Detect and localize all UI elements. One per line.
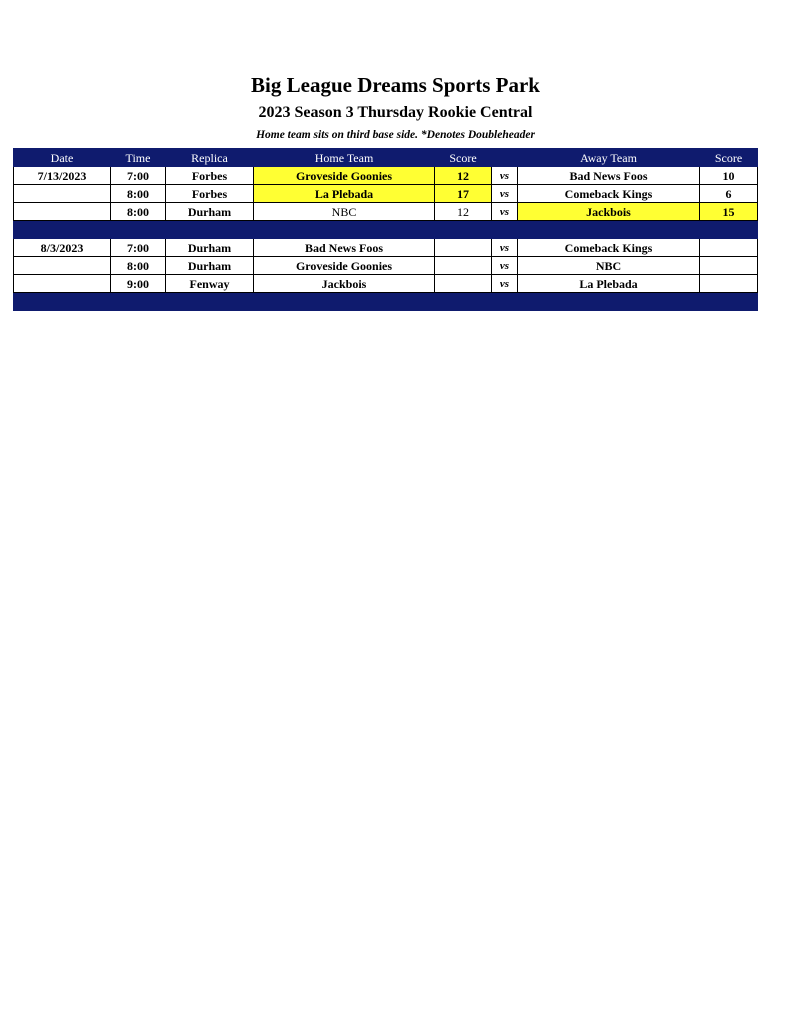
game-date [14,275,111,293]
season-subtitle: 2023 Season 3 Thursday Rookie Central [258,104,533,121]
vs-label: vs [492,203,518,221]
game-replica: Forbes [166,185,254,203]
game-time: 7:00 [111,239,166,257]
separator-cell [700,293,758,311]
game-replica: Durham [166,257,254,275]
game-row [14,203,758,221]
separator-cell [14,221,111,239]
schedule-table [13,148,758,311]
seating-note: Home team sits on third base side. *Denotes Doubleheader [256,129,535,141]
home-team: Groveside Goonies [254,257,435,275]
col-header-home-score: Score [435,149,492,167]
home-score [435,275,492,293]
week-separator [14,221,758,239]
away-team: Comeback Kings [518,185,700,203]
separator-cell [111,293,166,311]
col-header-away-team: Away Team [518,149,700,167]
col-header-replica: Replica [166,149,254,167]
vs-label: vs [492,185,518,203]
vs-label: vs [492,275,518,293]
game-date: 8/3/2023 [14,239,111,257]
game-time: 8:00 [111,185,166,203]
separator-cell [435,221,492,239]
game-date [14,203,111,221]
game-row [14,185,758,203]
away-score: 6 [700,185,758,203]
separator-cell [166,293,254,311]
separator-cell [14,293,111,311]
away-score [700,275,758,293]
col-header-away-score: Score [700,149,758,167]
game-replica: Forbes [166,167,254,185]
separator-cell [254,221,435,239]
away-team: Bad News Foos [518,167,700,185]
game-date: 7/13/2023 [14,167,111,185]
home-score: 17 [435,185,492,203]
separator-cell [254,293,435,311]
separator-cell [700,221,758,239]
game-row [14,239,758,257]
col-header-vs [492,149,518,167]
col-header-home-team: Home Team [254,149,435,167]
game-date [14,257,111,275]
away-score [700,257,758,275]
game-time: 8:00 [111,203,166,221]
vs-label: vs [492,257,518,275]
home-team: Jackbois [254,275,435,293]
game-row [14,275,758,293]
game-replica: Durham [166,203,254,221]
header-row [14,149,758,167]
game-row [14,167,758,185]
game-time: 7:00 [111,167,166,185]
away-team: NBC [518,257,700,275]
separator-cell [492,293,518,311]
game-time: 8:00 [111,257,166,275]
game-row [14,257,758,275]
separator-cell [166,221,254,239]
col-header-date: Date [14,149,111,167]
away-score: 10 [700,167,758,185]
separator-cell [111,221,166,239]
away-team: La Plebada [518,275,700,293]
away-score: 15 [700,203,758,221]
home-team: NBC [254,203,435,221]
game-time: 9:00 [111,275,166,293]
home-team: La Plebada [254,185,435,203]
home-score [435,239,492,257]
home-score: 12 [435,167,492,185]
home-team: Groveside Goonies [254,167,435,185]
page-title: Big League Dreams Sports Park [251,73,540,97]
away-team: Jackbois [518,203,700,221]
home-team: Bad News Foos [254,239,435,257]
away-score [700,239,758,257]
separator-cell [518,221,700,239]
separator-cell [518,293,700,311]
week-separator [14,293,758,311]
separator-cell [492,221,518,239]
vs-label: vs [492,167,518,185]
game-date [14,185,111,203]
away-team: Comeback Kings [518,239,700,257]
home-score: 12 [435,203,492,221]
game-replica: Durham [166,239,254,257]
home-score [435,257,492,275]
vs-label: vs [492,239,518,257]
game-replica: Fenway [166,275,254,293]
col-header-time: Time [111,149,166,167]
separator-cell [435,293,492,311]
